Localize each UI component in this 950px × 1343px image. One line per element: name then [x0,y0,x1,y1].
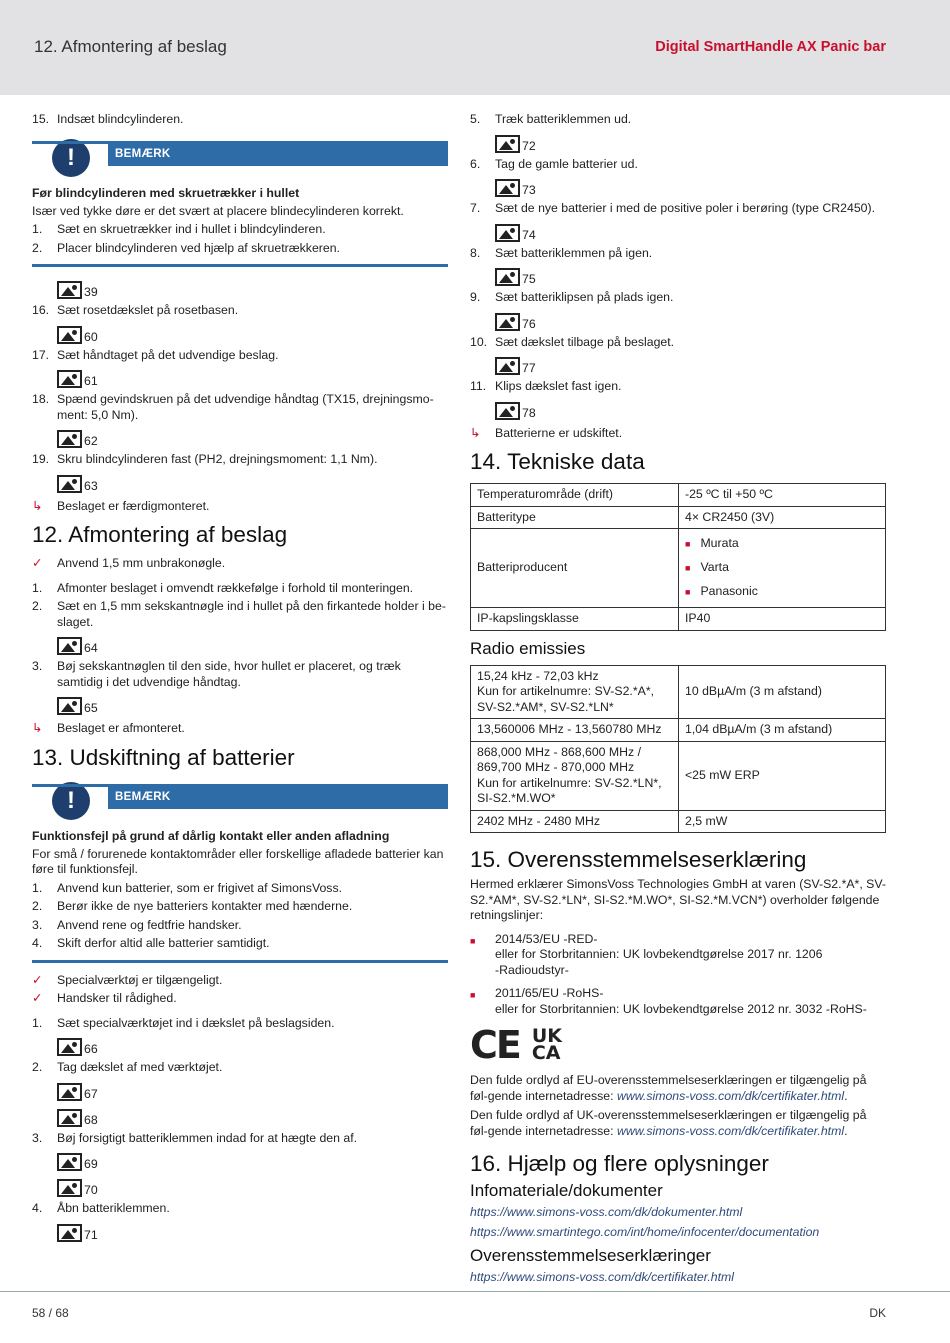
note-label: BEMÆRK [108,787,448,809]
step-6: 6. Tag de gamle batterier ud. [470,156,638,171]
smartintego-link[interactable]: https://www.smartintego.com/int/home/infocenter/documentation [470,1224,820,1239]
step-10: 10. Sæt dækslet tilbage på beslaget. [470,334,675,349]
figure-ref: 77 [495,353,886,375]
image-icon [495,135,520,153]
image-icon [57,281,82,299]
directive-item: ■ 2011/65/EU -RoHS- eller for Storbritannien: UK lovbekendtgørelse 2012 nr. 3032 -RoHS- [470,986,867,1016]
image-icon [495,268,520,286]
chapter-title: 12. Afmontering af beslag [34,37,227,56]
section-heading-13: 13. Udskiftning af batterier [32,744,295,770]
figure-ref: 72 [495,131,886,153]
figure-ref: 67 [57,1079,448,1101]
note-item: 3. Anvend rene og fedtfrie handsker. [32,917,242,932]
tech-data-table [470,483,886,631]
image-icon [495,357,520,375]
image-icon [495,179,520,197]
image-icon [57,1153,82,1171]
bullet-icon: ■ [470,935,476,946]
note-title: Før blindcylinderen med skruetrækker i hullet [32,185,300,200]
image-icon [57,1038,82,1056]
bullet-icon: ■ [685,539,691,549]
note-item: 2. Berør ikke de nye batteriers kontakter med hænderne. [32,899,353,913]
image-icon [57,430,82,448]
subheading-declarations: Overensstemmelseserklæringer [470,1246,711,1265]
subheading-radio: Radio emissies [470,638,586,658]
figure-ref: 64 [57,633,448,655]
section-heading-15: 15. Overensstemmelseserklæring [470,847,807,872]
note-item: 4. Skift derfor altid alle batterier samtidigt. [32,936,270,950]
bullet-icon: ■ [685,563,691,573]
note-title: Funktionsfejl på grund af dårlig kontakt eller anden afladning [32,828,390,843]
warning-icon: ! [52,139,90,177]
step-8: 8. Sæt batteriklemmen på igen. [470,245,653,260]
table-row: 868,000 MHz - 868,600 MHz / 869,700 MHz - 870,000 MHz Kun for artikelnumre: SV-S2.*LN*, SI-S2.*M.WO* <25 mW ERP [471,741,886,810]
left-column [32,112,448,1246]
image-icon [57,697,82,715]
figure-ref: 60 [57,322,448,344]
note-box-1 [32,138,448,268]
table-row: Batteriproducent ■ Murata ■ Varta ■ Panasonic [471,529,886,608]
step-16: 16. Sæt rosetdækslet på rosetbasen. [32,303,239,317]
figure-ref: 73 [495,175,886,197]
step-11: 11. Klips dækslet fast igen. [470,379,622,393]
note-item: 2. Placer blindcylinderen ved hjælp af skruetrækkeren. [32,240,340,255]
image-icon [495,313,520,331]
step-1: 1. Afmonter beslaget i omvendt rækkefølge i forhold til monteringen. [32,580,414,595]
figure-ref: 62 [57,426,448,448]
note-text: Især ved tykke døre er det svært at placere blindecylinderen korrekt. [32,203,404,218]
table-row: IP-kapslingsklasse IP40 [471,608,886,631]
eu-declaration-note: Den fulde ordlyd af EU-overensstemmelseserklæringen er tilgængelig på føl-gende internetadresse: www.simons-voss.com/dk/certifikater.html. [470,1073,867,1103]
figure-ref: 74 [495,220,886,242]
image-icon [57,1224,82,1242]
eu-cert-link[interactable]: www.simons-voss.com/dk/certifikater.html [616,1088,845,1103]
step-3: 3. Bøj sekskantnøglen til den side, hvor hullet er placeret, og træk samtidig i det udvendige håndtag. [32,659,401,689]
section-heading-12: 12. Afmontering af beslag [32,522,288,547]
subheading-info: Infomateriale/dokumenter [470,1181,663,1200]
image-icon [57,1083,82,1101]
figure-ref: 76 [495,309,886,331]
image-icon [57,475,82,493]
result-line: ↳ Batterierne er udskiftet. [470,425,623,440]
image-icon [57,326,82,344]
uk-declaration-note: Den fulde ordlyd af UK-overensstemmelseserklæringen er tilgængelig på føl-gende internetadresse: www.simons-voss.com/dk/certifikater.html. [470,1108,867,1138]
ukca-mark-icon: UK CA [531,1025,563,1064]
step-19: 19. Skru blindcylinderen fast (PH2, drejningsmoment: 1,1 Nm). [32,452,378,466]
figure-ref: 75 [495,264,886,286]
bullet-icon: ■ [685,587,691,597]
figure-ref: 65 [57,693,448,715]
page-number: 58 / 68 [32,1306,69,1320]
step-18: 18. Spænd gevindskruen på det udvendige håndtag (TX15, drejningsmo-ment: 5,0 Nm). [32,392,434,422]
page-header [0,0,950,95]
step-2: 2. Sæt en 1,5 mm sekskantnøgle ind i hullet på den firkantede holder i be-slaget. [32,599,446,629]
directive-item: ■ 2014/53/EU -RED- eller for Storbritannien: UK lovbekendtgørelse 2017 nr. 1206 -Radioudstyr- [470,931,823,977]
image-icon [495,402,520,420]
image-icon [57,1109,82,1127]
docs-link[interactable]: https://www.simons-voss.com/dk/dokumenter.html [470,1205,743,1219]
prerequisite: ✓ Specialværktøj er tilgængeligt. [32,972,223,987]
right-column [470,112,886,1290]
section-heading-16: 16. Hjælp og flere oplysninger [470,1151,769,1176]
language-code: DK [869,1306,886,1320]
product-name: Digital SmartHandle AX Panic bar [655,39,886,55]
prerequisite: ✓ Anvend 1,5 mm unbrakonøgle. [32,556,226,570]
table-row: Temperaturområde (drift) -25 ºC til +50 ºC [471,484,886,507]
step-3: 3. Bøj forsigtigt batteriklemmen indad for at hægte den af. [32,1130,358,1145]
step-5: 5. Træk batteriklemmen ud. [470,112,632,126]
table-row: 2402 MHz - 2480 MHz 2,5 mW [471,810,886,833]
ce-mark-icon: CE [470,1023,520,1067]
step-15: 15. Indsæt blindcylinderen. [32,112,184,126]
table-row: 15,24 kHz - 72,03 kHz Kun for artikelnumre: SV-S2.*A*, SV-S2.*AM*, SV-S2.*LN* 10 dBµA/m (3 m afstand) [471,665,886,719]
table-row: 13,560006 MHz - 13,560780 MHz 1,04 dBµA/m (3 m afstand) [471,719,886,742]
figure-ref: 61 [57,366,448,388]
note-item: 1. Sæt en skruetrækker ind i hullet i blindcylinderen. [32,222,326,236]
note-box-2 [32,781,448,963]
figure-ref: 68 [57,1105,448,1127]
prerequisite: ✓ Handsker til rådighed. [32,991,177,1005]
section-heading-14: 14. Tekniske data [470,449,645,474]
image-icon [495,224,520,242]
figure-ref: 71 [57,1220,448,1242]
figure-ref: 69 [57,1149,448,1171]
step-1: 1. Sæt specialværktøjet ind i dækslet på beslagsiden. [32,1015,335,1030]
note-label: BEMÆRK [108,144,448,166]
radio-emissions-table [470,665,886,834]
table-row: Batteritype 4× CR2450 (3V) [471,506,886,529]
figure-ref: 66 [57,1034,448,1056]
note-item: 1. Anvend kun batterier, som er frigivet af SimonsVoss. [32,880,343,895]
bullet-icon: ■ [470,990,476,1000]
figure-ref: 63 [57,471,448,493]
cert-link[interactable]: https://www.simons-voss.com/dk/certifikater.html [470,1270,734,1284]
step-2: 2. Tag dækslet af med værktøjet. [32,1060,223,1074]
uk-cert-link[interactable]: www.simons-voss.com/dk/certifikater.html [616,1123,845,1138]
image-icon [57,637,82,655]
result-line: ↳ Beslaget er afmonteret. [32,721,185,735]
step-7: 7. Sæt de nye batterier i med de positive poler i berøring (type CR2450). [470,201,876,215]
note-text: For små / forurenede kontaktområder eller forskellige afladede batterier kan føre til funktionsfejl. [32,846,444,876]
step-4: 4. Åbn batteriklemmen. [32,1201,170,1215]
declaration-text: Hermed erklærer SimonsVoss Technologies GmbH at varen (SV-S2.*A*, SV-S2.*AM*, SV-S2.*LN*, SI-S2.*M.WO*, SI-S2.*M.VCN*) overholder følgende retningslinjer: [470,877,886,922]
footer-divider [0,1291,950,1292]
conformity-marks [470,1023,886,1067]
figure-ref: 78 [495,398,886,420]
result-line: ↳ Beslaget er færdigmonteret. [32,498,210,513]
step-17: 17. Sæt håndtaget på det udvendige beslag. [32,347,279,362]
image-icon [57,370,82,388]
warning-icon: ! [52,782,90,820]
figure-ref: 70 [57,1175,448,1197]
step-9: 9. Sæt batteriklipsen på plads igen. [470,290,674,304]
figure-ref: 39 [57,277,448,299]
image-icon [57,1179,82,1197]
